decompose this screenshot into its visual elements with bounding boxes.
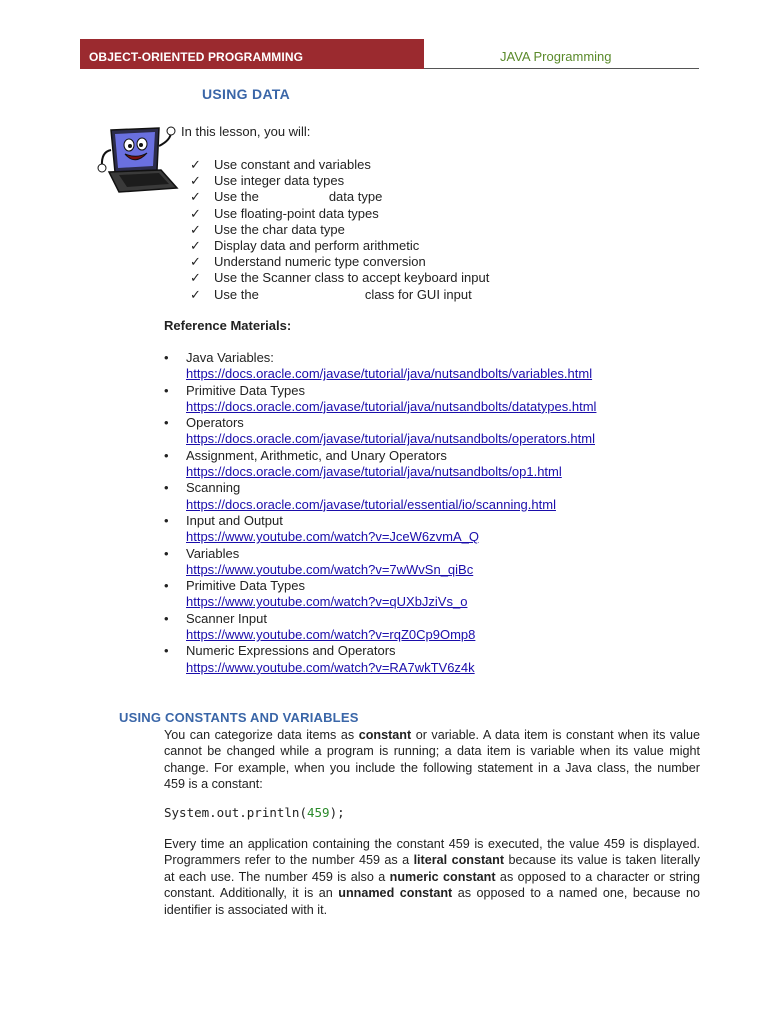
code-snippet: System.out.println(459); [164,805,345,820]
bullet-icon: • [164,610,169,626]
list-item: ✓ Understand numeric type conversion [190,254,426,270]
list-item: ✓ Use the class for GUI input [190,286,472,302]
header-divider [424,68,699,69]
list-item: ✓ Use the char data type [190,221,345,237]
bullet-icon: • [164,447,169,463]
checkmark-icon: ✓ [190,173,201,189]
list-item: ✓ Display data and perform arithmetic [190,237,420,253]
reference-link[interactable]: https://www.youtube.com/watch?v=RA7wkTV6z4k [186,659,475,675]
bullet-icon: • [164,382,169,398]
bullet-icon: • [164,350,169,365]
body-paragraph: You can categorize data items as constant or variable. A data item is constant when its value cannot be changed while a program is running; a data item is variable when its value might change. For example, when you include the following statement in a Java class, the number 459 is a constant: [164,728,700,792]
list-item: • Primitive Data Types https://docs.oracle.com/javase/tutorial/java/nutsandbolts/datatypes.html [164,382,597,414]
list-item: • Assignment, Arithmetic, and Unary Operators https://docs.oracle.com/javase/tutorial/java/nutsandbolts/op1.html [164,448,596,481]
reference-link[interactable]: https://docs.oracle.com/javase/tutorial/java/nutsandbolts/op1.html [186,464,562,480]
subject-title: JAVA Programming [500,49,612,64]
intro-text: In this lesson, you will: [181,124,311,139]
list-item: • Numeric Expressions and Operators https://www.youtube.com/watch?v=RA7wkTV6z4k [164,643,596,676]
body-paragraph: Every time an application containing the constant 459 is executed, the value 459 is displayed. Programmers refer to the number 459 as a literal constant because its value is taken literally at each use. The number 459 is also a numeric constant as opposed to a character or string constant. Additionally, it is an unnamed constant as opposed to a named one, because no identifier is associated with it. [164,837,700,917]
reference-link[interactable]: https://www.youtube.com/watch?v=7wWvSn_qiBc [186,561,474,577]
checkmark-icon: ✓ [190,237,201,253]
section-heading: USING CONSTANTS AND VARIABLES [119,710,359,725]
list-item: • Input and Output https://www.youtube.com/watch?v=JceW6zvmA_Q [164,513,596,546]
checkmark-icon: ✓ [190,254,201,270]
reference-link[interactable]: https://www.youtube.com/watch?v=rqZ0Cp9Omp8 [186,627,476,643]
laptop-mascot-icon [97,126,183,194]
list-item: ✓ Use the Scanner class to accept keyboard input [190,270,490,286]
course-title-banner: OBJECT-ORIENTED PROGRAMMING [80,39,424,69]
list-item: • Primitive Data Types https://www.youtube.com/watch?v=qUXbJziVs_o [164,578,596,611]
checkmark-icon: ✓ [190,221,201,237]
reference-link[interactable]: https://docs.oracle.com/javase/tutorial/java/nutsandbolts/variables.html [186,366,593,382]
list-item: • Operators https://docs.oracle.com/javase/tutorial/java/nutsandbolts/operators.html [164,415,595,447]
bullet-icon: • [164,545,169,561]
bullet-icon: • [164,643,169,659]
list-item: • Scanning https://docs.oracle.com/javase/tutorial/essential/io/scanning.html [164,480,596,513]
bullet-icon: • [164,578,169,594]
list-item: ✓ Use constant and variables [190,157,371,172]
checkmark-icon: ✓ [190,286,201,302]
list-item: • Scanner Input https://www.youtube.com/watch?v=rqZ0Cp9Omp8 [164,611,596,644]
list-item: ✓ Use floating-point data types [190,205,379,221]
checkmark-icon: ✓ [190,189,201,205]
lesson-title: USING DATA [202,86,291,102]
reference-link[interactable]: https://www.youtube.com/watch?v=JceW6zvmA_Q [186,529,479,545]
list-item: ✓ Use integer data types [190,173,345,189]
reference-link[interactable]: https://docs.oracle.com/javase/tutorial/java/nutsandbolts/operators.html [186,431,595,447]
checkmark-icon: ✓ [190,157,201,172]
list-item: • Java Variables: https://docs.oracle.com/javase/tutorial/java/nutsandbolts/variables.html [164,350,596,383]
reference-link[interactable]: https://docs.oracle.com/javase/tutorial/essential/io/scanning.html [186,496,556,512]
lesson-objectives [190,157,489,303]
reference-link[interactable]: https://docs.oracle.com/javase/tutorial/java/nutsandbolts/datatypes.html [186,398,597,414]
reference-list [164,350,596,676]
checkmark-icon: ✓ [190,270,201,286]
reference-link[interactable]: https://www.youtube.com/watch?v=qUXbJziVs_o [186,594,468,610]
bullet-icon: • [164,480,169,496]
bullet-icon: • [164,415,169,431]
list-item: • Variables https://www.youtube.com/watch?v=7wWvSn_qiBc [164,546,596,579]
list-item: ✓ Use the data type [190,189,383,205]
bullet-icon: • [164,512,169,528]
page-header [80,39,699,69]
checkmark-icon: ✓ [190,205,201,221]
references-heading: Reference Materials: [164,318,292,333]
